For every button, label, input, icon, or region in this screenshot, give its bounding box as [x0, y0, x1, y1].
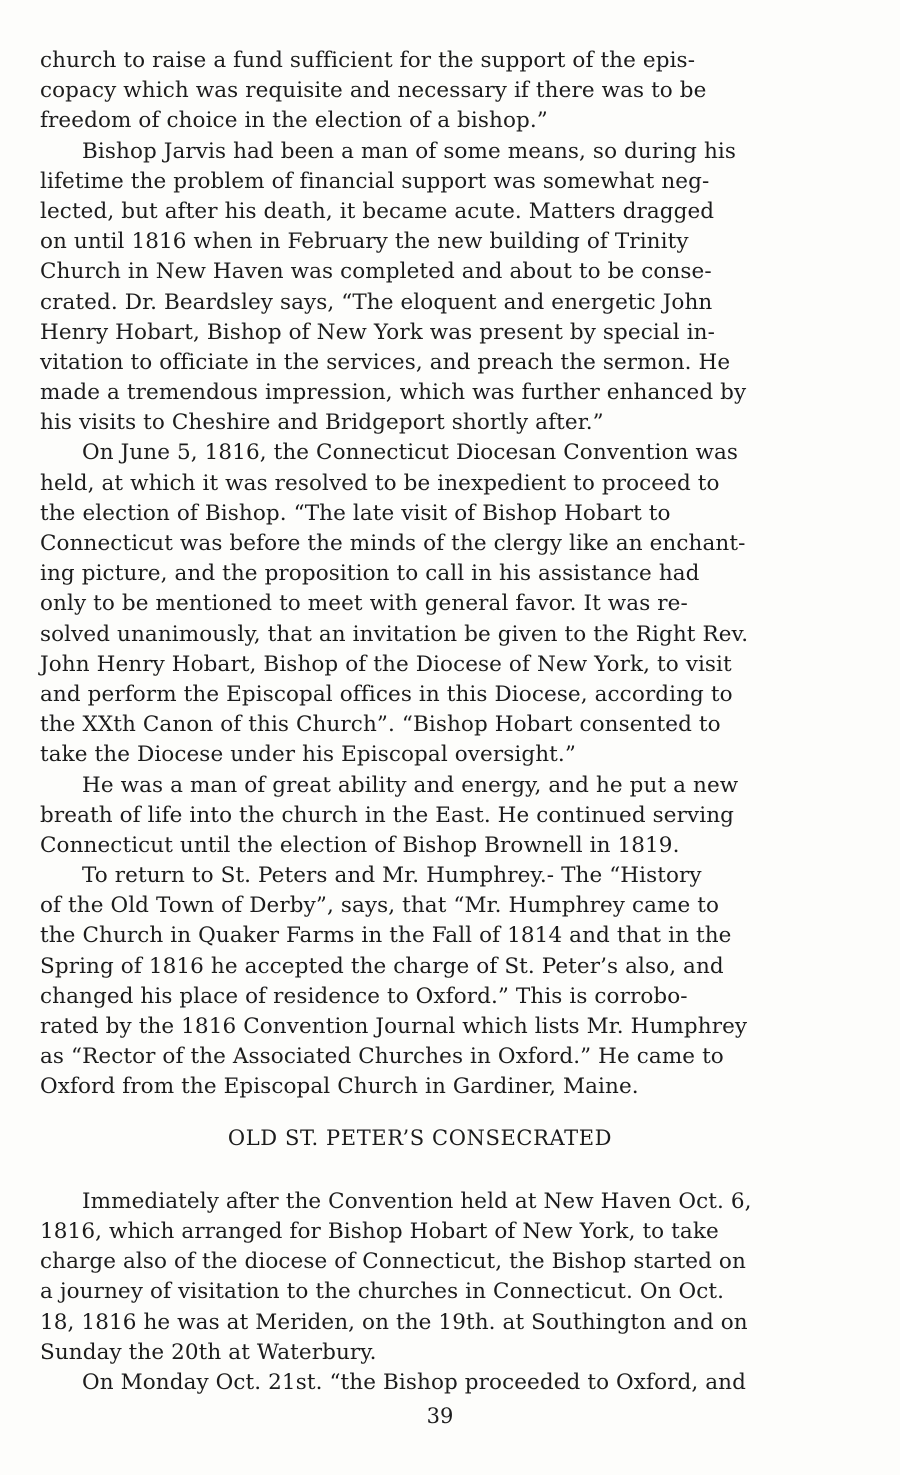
text-line: freedom of choice in the election of a bishop.” [40, 108, 548, 134]
text-line: Henry Hobart, Bishop of New York was present by special in- [40, 319, 715, 345]
text-line: 1816, which arranged for Bishop Hobart of New York, to take [40, 1218, 719, 1244]
text-line: his visits to Cheshire and Bridgeport shortly after.” [40, 410, 604, 436]
paragraph [40, 861, 860, 1103]
text-line: lifetime the problem of financial support was somewhat neg- [40, 168, 710, 194]
text-line: Bishop Jarvis had been a man of some means, so during his [82, 138, 737, 164]
text-line: as “Rector of the Associated Churches in Oxford.” He came to [40, 1044, 724, 1070]
text-line: ing picture, and the proposition to call in his assistance had [40, 561, 700, 587]
text-line: Immediately after the Convention held at New Haven Oct. 6, [82, 1188, 752, 1214]
text-line: breath of life into the church in the East. He continued serving [40, 802, 735, 828]
text-line: crated. Dr. Beardsley says, “The eloquent and energetic John [40, 289, 713, 315]
paragraph [40, 771, 860, 862]
text-line: On Monday Oct. 21st. “the Bishop proceeded to Oxford, and [82, 1369, 746, 1395]
text-line: To return to St. Peters and Mr. Humphrey.- The “History [82, 863, 702, 889]
text-line: made a tremendous impression, which was further enhanced by [40, 380, 747, 406]
text-line: a journey of visitation to the churches in Connecticut. On Oct. [40, 1279, 725, 1305]
text-line: on until 1816 when in February the new building of Trinity [40, 229, 689, 255]
page-number [0, 1404, 900, 1428]
body-text [40, 46, 860, 1398]
text-line: Oxford from the Episcopal Church in Gardiner, Maine. [40, 1074, 639, 1100]
text-line: the election of Bishop. “The late visit of Bishop Hobart to [40, 500, 671, 526]
section-heading: OLD ST. PETER’S CONSECRATED [227, 1125, 613, 1150]
text-line: Sunday the 20th at Waterbury. [40, 1339, 377, 1365]
text-line: of the Old Town of Derby”, says, that “Mr. Humphrey came to [40, 893, 720, 919]
text-line: take the Diocese under his Episcopal oversight.” [40, 742, 576, 768]
text-line: On June 5, 1816, the Connecticut Diocesan Convention was [82, 440, 738, 466]
text-line: Connecticut until the election of Bishop Brownell in 1819. [40, 832, 680, 858]
text-line: vitation to officiate in the services, and preach the sermon. He [40, 349, 731, 375]
paragraph [40, 1187, 860, 1368]
text-line: 18, 1816 he was at Meriden, on the 19th. at Southington and on [40, 1309, 748, 1335]
text-after-heading [40, 1187, 860, 1398]
text-before-heading [40, 46, 860, 1103]
text-line: and perform the Episcopal offices in this Diocese, according to [40, 681, 733, 707]
paragraph [40, 1368, 860, 1398]
text-line: church to raise a fund sufficient for the support of the epis- [40, 48, 696, 73]
text-line: He was a man of great ability and energy, and he put a new [82, 772, 739, 798]
text-line: lected, but after his death, it became acute. Matters dragged [40, 198, 715, 224]
text-line: the Church in Quaker Farms in the Fall of 1814 and that in the [40, 923, 732, 949]
text-line: the XXth Canon of this Church”. “Bishop Hobart consented to [40, 712, 721, 738]
page-number-text: 39 [426, 1404, 454, 1428]
text-line: changed his place of residence to Oxford.” This is corrobo- [40, 983, 688, 1009]
text-line: Church in New Haven was completed and about to be conse- [40, 259, 712, 285]
text-line: only to be mentioned to meet with general favor. It was re- [40, 591, 688, 617]
text-line: held, at which it was resolved to be inexpedient to proceed to [40, 470, 720, 496]
text-line: copacy which was requisite and necessary if there was to be [40, 78, 707, 104]
text-line: solved unanimously, that an invitation be given to the Right Rev. [40, 621, 749, 647]
text-line: rated by the 1816 Convention Journal which lists Mr. Humphrey [40, 1014, 748, 1039]
text-line: John Henry Hobart, Bishop of the Diocese of New York, to visit [40, 651, 732, 677]
paragraph [40, 46, 860, 137]
text-line: charge also of the diocese of Connecticut, the Bishop started on [40, 1249, 746, 1275]
paragraph [40, 438, 860, 770]
text-line: Connecticut was before the minds of the clergy like an enchant- [40, 531, 746, 556]
paragraph [40, 137, 860, 439]
text-line: Spring of 1816 he accepted the charge of St. Peter’s also, and [40, 953, 724, 979]
